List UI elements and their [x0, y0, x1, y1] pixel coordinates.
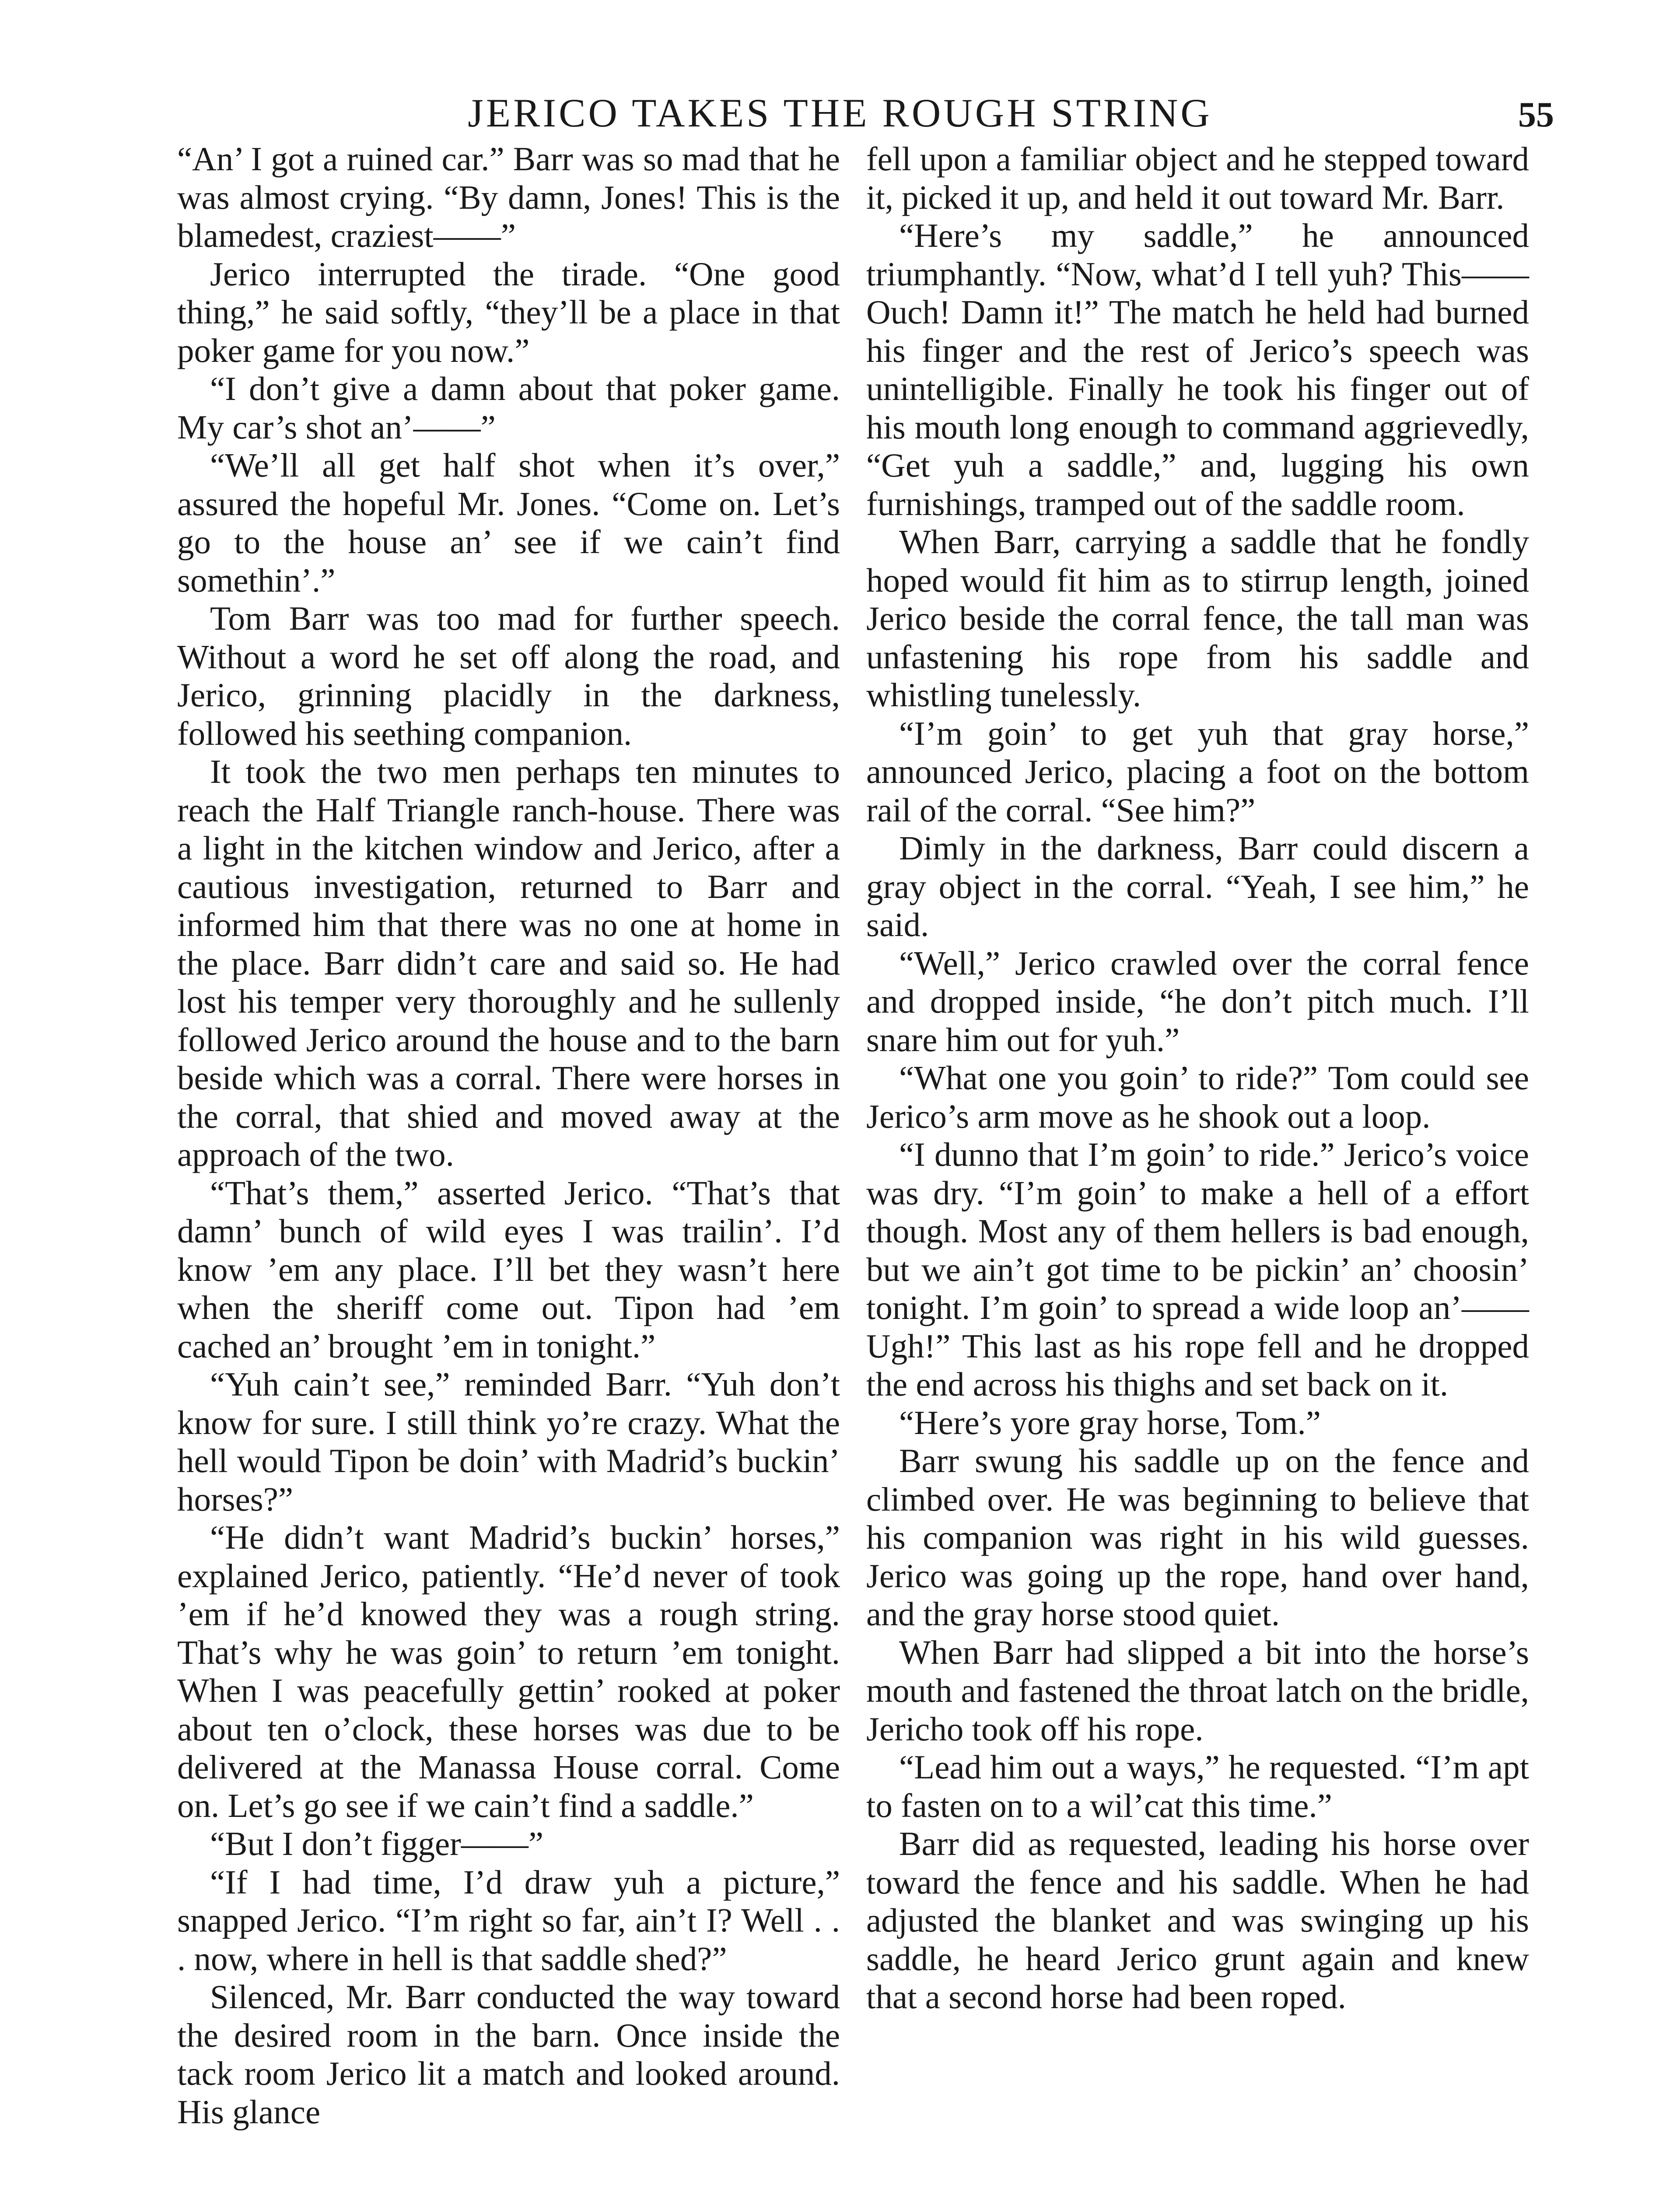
paragraph: “We’ll all get half shot when it’s over,” assured the hopeful Mr. Jones. “Come on. Let’s go to the house an’ see if we cain’t find somethin’.” [177, 446, 840, 599]
paragraph: Tom Barr was too mad for further speech. Without a word he set off along the road, and Jerico, grinning placidly in the darkness, followed his seething companion. [177, 600, 840, 752]
paragraph: It took the two men perhaps ten minutes to reach the Half Triangle ranch-house. There was a light in the kitchen window and Jerico, after a cautious investigation, returned to Barr and informed him that there was no one at home in the place. Barr didn’t care and said so. He had lost his temper very thoroughly and he sullenly followed Jerico around the house and to the barn beside which was a corral. There were horses in the corral, that shied and moved away at the approach of the two. [177, 753, 840, 1173]
paragraph: fell upon a familiar object and he stepped toward it, picked it up, and held it out toward Mr. Barr. [866, 140, 1529, 216]
right-column [866, 140, 1529, 2016]
paragraph: “I don’t give a damn about that poker game. My car’s shot an’——” [177, 370, 840, 446]
page-number: 55 [1518, 95, 1554, 134]
paragraph: “I dunno that I’m goin’ to ride.” Jerico’s voice was dry. “I’m goin’ to make a hell of a effort though. Most any of them hellers is bad enough, but we ain’t got time to be pickin’ an’ choosin’ tonight. I’m goin’ to spread a wide loop an’—— Ugh!” This last as his rope fell and he dropped the end across his thighs and set back on it. [866, 1136, 1529, 1403]
paragraph: Barr did as requested, leading his horse over toward the fence and his saddle. When he had adjusted the blanket and was swinging up his saddle, he heard Jerico grunt again and knew that a second horse had been roped. [866, 1825, 1529, 2016]
paragraph: “What one you goin’ to ride?” Tom could see Jerico’s arm move as he shook out a loop. [866, 1059, 1529, 1135]
paragraph: “An’ I got a ruined car.” Barr was so mad that he was almost crying. “By damn, Jones! This is the blamedest, craziest——” [177, 140, 840, 254]
paragraph: “Well,” Jerico crawled over the corral fence and dropped inside, “he don’t pitch much. I’ll snare him out for yuh.” [866, 944, 1529, 1059]
left-column [177, 140, 840, 2131]
running-head: JERICO TAKES THE ROUGH STRING [468, 91, 1212, 135]
paragraph: “Here’s my saddle,” he announced triumphantly. “Now, what’d I tell yuh? This—— Ouch! Damn it!” The match he held had burned his finger and the rest of Jerico’s speech was unintelligible. Finally he took his finger out of his mouth long enough to command aggrievedly, “Get yuh a saddle,” and, lugging his own furnishings, tramped out of the saddle room. [866, 217, 1529, 522]
paragraph: “But I don’t figger——” [210, 1825, 543, 1862]
paragraph: When Barr had slipped a bit into the horse’s mouth and fastened the throat latch on the bridle, Jericho took off his rope. [866, 1633, 1529, 1748]
paragraph: Barr swung his saddle up on the fence and climbed over. He was beginning to believe that his companion was right in his wild guesses. Jerico was going up the rope, hand over hand, and the gray horse stood quiet. [866, 1442, 1529, 1633]
paragraph: Dimly in the darkness, Barr could discern a gray object in the corral. “Yeah, I see him,” he said. [866, 829, 1529, 943]
paragraph: “That’s them,” asserted Jerico. “That’s that damn’ bunch of wild eyes I was trailin’. I’d know ’em any place. I’ll bet they wasn’t here when the sheriff come out. Tipon had ’em cached an’ brought ’em in tonight.” [177, 1174, 840, 1365]
paragraph: “Lead him out a ways,” he requested. “I’m apt to fasten on to a wil’cat this time.” [866, 1748, 1529, 1824]
paragraph: “If I had time, I’d draw yuh a picture,” snapped Jerico. “I’m right so far, ain’t I? Well . . . now, where in hell is that saddle shed?” [177, 1863, 840, 1978]
paragraph: Silenced, Mr. Barr conducted the way toward the desired room in the barn. Once inside the tack room Jerico lit a match and looked around. His glance [177, 1978, 840, 2131]
paragraph: “Here’s yore gray horse, Tom.” [899, 1403, 1321, 1441]
paragraph: Jerico interrupted the tirade. “One good thing,” he said softly, “they’ll be a place in that poker game for you now.” [177, 255, 840, 369]
paragraph: “Yuh cain’t see,” reminded Barr. “Yuh don’t know for sure. I still think yo’re crazy. What the hell would Tipon be doin’ with Madrid’s buckin’ horses?” [177, 1365, 840, 1518]
paragraph: “He didn’t want Madrid’s buckin’ horses,” explained Jerico, patiently. “He’d never of took ’em if he’d knowed they was a rough string. That’s why he was goin’ to return ’em tonight. When I was peacefully gettin’ rooked at poker about ten o’clock, these horses was due to be delivered at the Manassa House corral. Come on. Let’s go see if we cain’t find a saddle.” [177, 1518, 840, 1824]
paragraph: “I’m goin’ to get yuh that gray horse,” announced Jerico, placing a foot on the bottom rail of the corral. “See him?” [866, 714, 1529, 829]
paragraph: When Barr, carrying a saddle that he fondly hoped would fit him as to stirrup length, joined Jerico beside the corral fence, the tall man was unfastening his rope from his saddle and whistling tunelessly. [866, 523, 1529, 714]
